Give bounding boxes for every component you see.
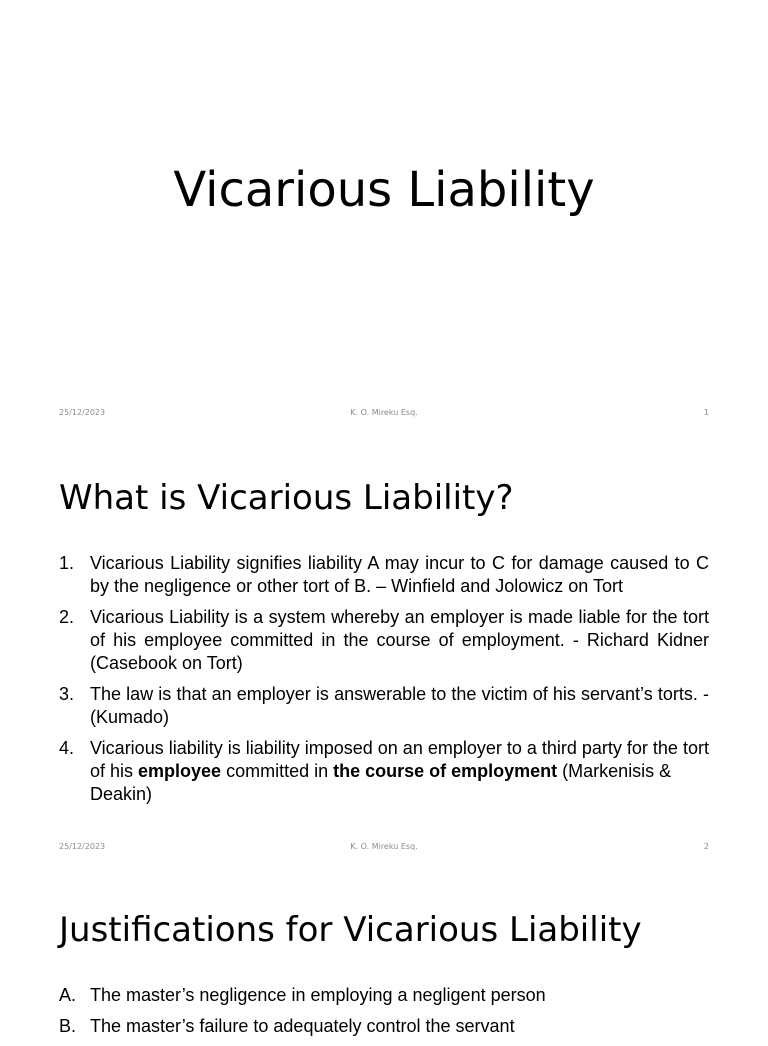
- footer-page-number: 1: [703, 408, 709, 417]
- text-run: (Markenisis & Deakin): [90, 761, 672, 804]
- slide-heading: Justifications for Vicarious Liability: [59, 910, 642, 950]
- list-marker: B.: [59, 1016, 77, 1036]
- slide-title: Vicarious Liability: [173, 162, 595, 218]
- list-item-text: The law is that an employer is answerable to the victim of his servant’s torts. - (Kumado): [90, 684, 709, 727]
- list-item-text: Vicarious Liability signifies liability A may incur to C for damage caused to C by the negligence or other tort of B. – Winfield and Jolowicz on Tort: [90, 553, 709, 596]
- list-marker: 2.: [59, 607, 75, 627]
- text-run: Vicarious liability is liability imposed on an employer to a third party for the tort of his: [90, 738, 709, 781]
- list-item-text: Vicarious Liability is a system whereby an employer is made liable for the tort of his employee committed in the course of employment. - Richard Kidner (Casebook on Tort): [90, 607, 709, 673]
- text-run: committed in: [221, 761, 334, 781]
- list-item-text: [90, 737, 709, 806]
- slide-3: [0, 868, 768, 1036]
- footer-page-number: 2: [703, 842, 709, 851]
- list-item: [59, 606, 709, 675]
- bold-text-employee: employee: [138, 761, 222, 781]
- list-item: [59, 552, 709, 598]
- slide-heading: What is Vicarious Liability?: [59, 478, 514, 518]
- list-item: [59, 984, 709, 1007]
- list-marker: 4.: [59, 738, 75, 758]
- justification-list: [59, 984, 709, 1046]
- footer-author: K. O. Mireku Esq.: [350, 408, 418, 417]
- list-item-text: The master’s failure to adequately control the servant: [90, 1016, 515, 1036]
- list-item: [59, 683, 709, 729]
- list-item: [59, 1015, 709, 1038]
- list-item-text: The master’s negligence in employing a negligent person: [90, 985, 546, 1005]
- definition-list: [59, 552, 709, 814]
- bold-text-course-of-employment: the course of employment: [333, 761, 558, 781]
- footer-date: 25/12/2023: [59, 408, 106, 417]
- list-marker: A.: [59, 985, 77, 1005]
- footer-author: K. O. Mireku Esq.: [350, 842, 418, 851]
- slide-1: [0, 0, 768, 434]
- footer-date: 25/12/2023: [59, 842, 106, 851]
- list-marker: 3.: [59, 684, 75, 704]
- slide-2: [0, 434, 768, 868]
- list-marker: 1.: [59, 553, 75, 573]
- list-item: [59, 737, 709, 806]
